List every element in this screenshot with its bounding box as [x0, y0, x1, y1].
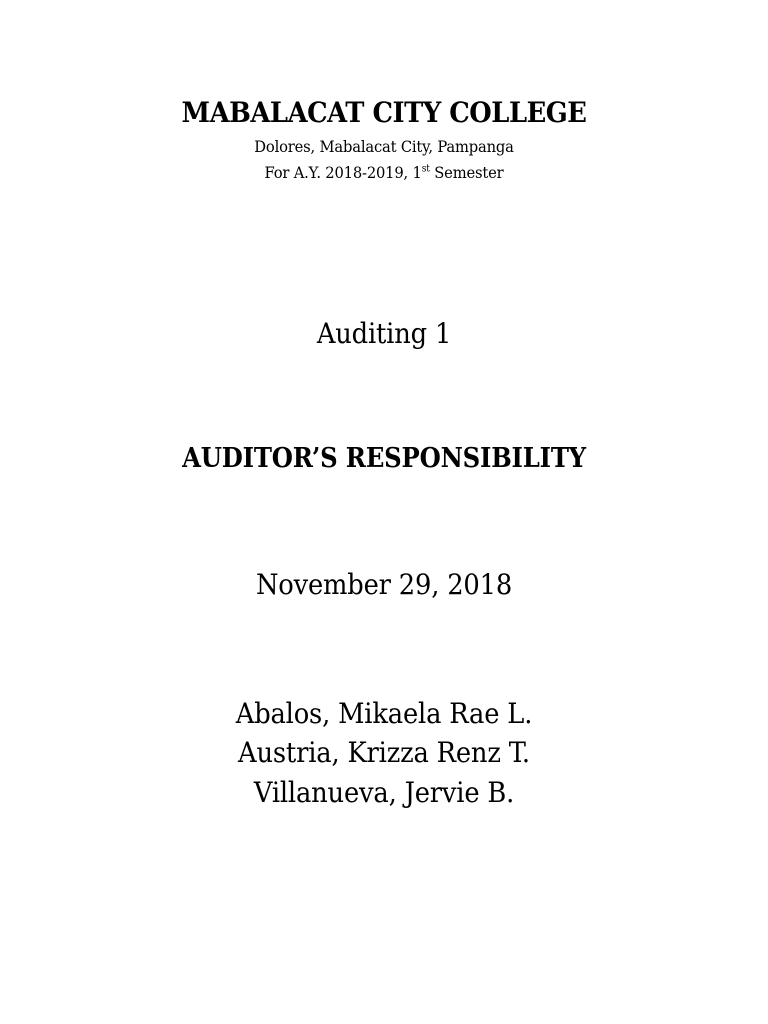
- course-title: Auditing 1: [316, 317, 452, 350]
- report-date: November 29, 2018: [255, 568, 513, 601]
- college-address: Dolores, Mabalacat City, Pampanga: [254, 137, 514, 156]
- author-name: Villanueva, Jervie B.: [253, 776, 515, 809]
- college-name: MABALACAT CITY COLLEGE: [181, 96, 587, 129]
- author-name: Austria, Krizza Renz T.: [238, 736, 530, 769]
- report-topic: AUDITOR’S RESPONSIBILITY: [182, 443, 586, 474]
- academic-term: [31, 163, 738, 182]
- author-name: Abalos, Mikaela Rae L.: [235, 697, 533, 730]
- academic-term-ordinal: st: [421, 163, 430, 175]
- academic-term-prefix: For A.Y. 2018-2019, 1: [264, 163, 422, 182]
- academic-term-suffix: Semester: [429, 163, 504, 182]
